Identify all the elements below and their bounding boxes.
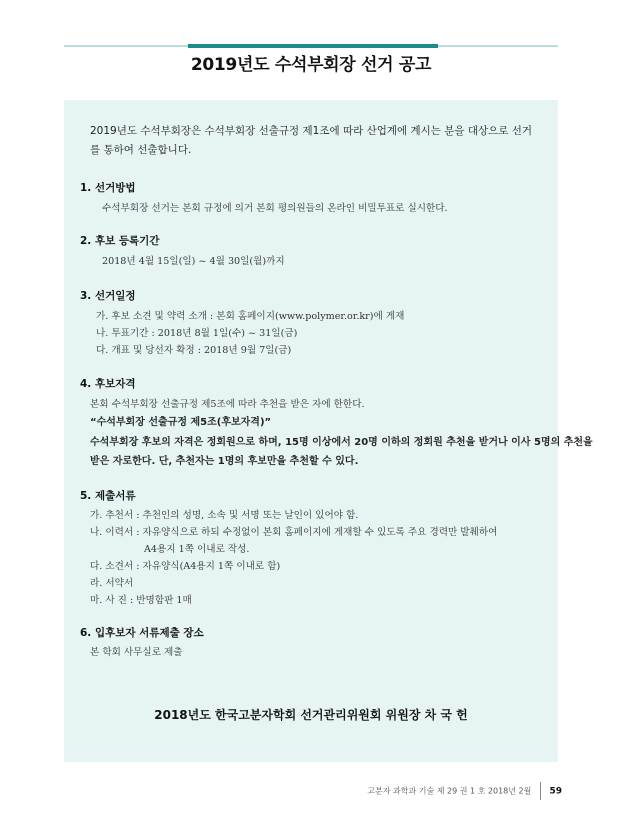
page-number: 59	[549, 786, 562, 797]
journal-info: 고분자 과학과 기술 제 29 권 1 호 2018년 2월	[367, 786, 532, 796]
page-footer	[367, 782, 562, 800]
section-heading-documents: 5. 제출서류	[80, 490, 136, 502]
title-accent-bar	[188, 44, 438, 48]
eligibility-line: 본회 수석부회장 선출규정 제5조에 따라 추천을 받은 자에 한한다.	[90, 399, 365, 410]
section-heading-registration: 2. 후보 등록기간	[80, 235, 160, 247]
section-heading-schedule: 3. 선거일정	[80, 290, 136, 302]
section-heading-eligibility: 4. 후보자격	[80, 378, 136, 390]
documents-line-b-cont: A4용지 1쪽 이내로 작성.	[144, 544, 250, 555]
section-heading-submission: 6. 입후보자 서류제출 장소	[80, 627, 204, 639]
method-line: 수석부회장 선거는 본회 규정에 의거 본회 평의원들의 온라인 비밀투표로 실시한다.	[102, 203, 448, 214]
documents-line-c: 다. 소견서 : 자유양식(A4용지 1쪽 이내로 함)	[90, 561, 281, 572]
intro-paragraph: 2019년도 수석부회장은 수석부회장 선출규정 제1조에 따라 산업계에 계시는 분을 대상으로 선거를 통하여 선출합니다.	[90, 125, 533, 156]
documents-line-b: 나. 이력서 : 자유양식으로 하되 수정없이 본회 홈페이지에 게재할 수 있도록 주요 경력만 발췌하여	[90, 527, 498, 538]
section-heading-method: 1. 선거방법	[80, 182, 136, 194]
eligibility-rule-text-2: 받은 자로한다. 단, 추천자는 1명의 후보만을 추천할 수 있다.	[90, 456, 359, 467]
eligibility-rule-text-1: 수석부회장 후보의 자격은 정회원으로 하며, 15명 이상에서 20명 이하의 정회원 추천을 받거나 이사 5명의 추천을	[90, 437, 593, 448]
schedule-line-c: 다. 개표 및 당선자 확정 : 2018년 9월 7일(금)	[96, 345, 292, 356]
signature: 2018년도 한국고분자학회 선거관리위원회 위원장 차 국 헌	[154, 708, 468, 722]
footer-divider	[540, 782, 541, 800]
schedule-line-a: 가. 후보 소견 및 약력 소개 : 본회 홈페이지(www.polymer.or.kr)에 게재	[96, 311, 405, 322]
schedule-line-b: 나. 투표기간 : 2018년 8월 1일(수) ~ 31일(금)	[96, 328, 298, 339]
submission-line: 본 학회 사무실로 제출	[90, 647, 183, 658]
page-title: 2019년도 수석부회장 선거 공고	[190, 55, 432, 75]
documents-line-e: 마. 사 진 : 반명함판 1매	[90, 595, 192, 606]
documents-line-a: 가. 추천서 : 추천인의 성명, 소속 및 서명 또는 날인이 있어야 함.	[90, 510, 359, 521]
documents-line-d: 라. 서약서	[90, 578, 134, 589]
eligibility-rule-title: “수석부회장 선출규정 제5조(후보자격)”	[90, 417, 272, 428]
registration-period: 2018년 4월 15일(일) ~ 4월 30일(월)까지	[102, 256, 285, 267]
